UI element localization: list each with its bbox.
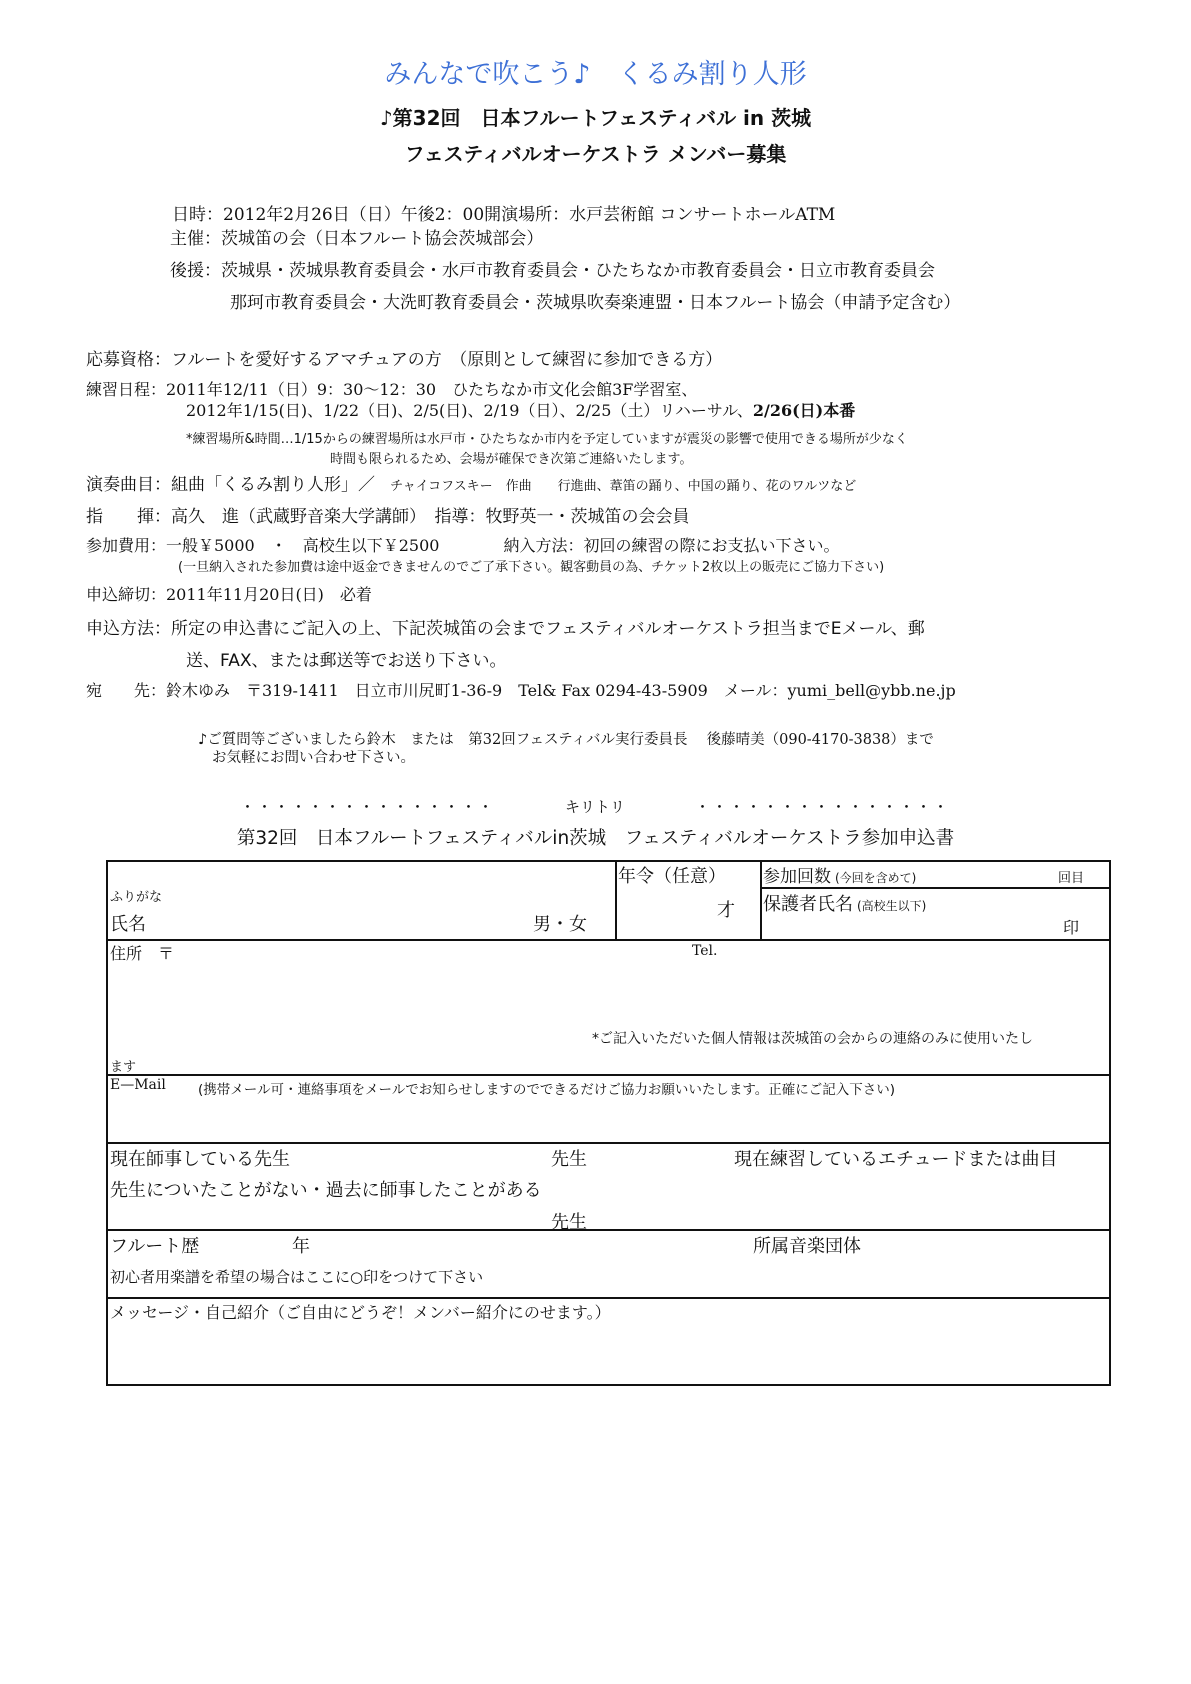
participation-field [763,862,916,887]
seal-mark: 印 [1063,918,1080,937]
method-line-1: 申込方法：所定の申込書にご記入の上、下記茨城笛の会までフェスティバルオーケストラ担当までEメール、郵 [86,619,925,639]
conductor: 指 揮：高久 進（武蔵野音楽大学講師） 指導：牧野英一・茨城笛の会会員 [86,507,690,527]
cut-dots-left: ・・・・・・・・・・・・・・・ [240,798,496,816]
deadline: 申込締切：2011年11月20日(日) 必着 [86,585,372,604]
music-group-field[interactable]: 所属音楽団体 [753,1236,861,1257]
years-label: 年 [292,1236,310,1257]
divider [760,887,1109,889]
event-support-2: 那珂市教育委員会・大洗町教育委員会・茨城県吹奏楽連盟・日本フルート協会（申請予定含む） [230,293,961,313]
address-field[interactable]: 住所 〒 [110,944,175,963]
program-detail: チャイコフスキー 作曲 行進曲、葦笛の踊り、中国の踊り、花のワルツなど [390,479,857,494]
divider [108,1229,1109,1231]
divider [615,862,617,939]
message-field[interactable]: メッセージ・自己紹介（ご自由にどうぞ！メンバー紹介にのせます。） [110,1303,611,1322]
privacy-note-cont: ます [110,1060,137,1075]
practice-note-2: 時間も限られるため、会場が確保でき次第ご連絡いたします。 [330,452,693,467]
address-info: 宛 先：鈴木ゆみ 〒319-1411 日立市川尻町1-36-9 Tel& Fax 0294-43-5909 メール：yumi_bell@ybb.ne.jp [86,681,956,700]
tagline: みんなで吹こう♪ くるみ割り人形 [384,59,807,90]
inquiry-line-1: ♪ご質問等ございましたら鈴木 または 第32回フェスティバル実行委員長 後藤晴美（090-4170-3838）まで [198,732,934,748]
divider [760,862,762,939]
divider [108,1074,1109,1076]
program [86,470,856,495]
guardian-field [763,890,926,916]
participation-note: (今回を含めて) [835,871,917,885]
divider [108,1297,1109,1299]
method-line-2: 送、FAX、または郵送等でお送り下さい。 [186,651,507,671]
practice-line-2 [186,398,855,421]
practice-dates: 2012年1/15(日)、1/22（日)、2/5(日)、2/19（日）、2/25（土）リハーサル、 [186,401,753,420]
cut-label: キリトリ [565,798,626,816]
teacher-suffix-2: 先生 [551,1212,587,1233]
age-field[interactable]: 才 [717,900,735,921]
practice-line-1: 練習日程：2011年12/11（日）9：30〜12：30 ひたちなか市文化会館3F学習室、 [86,380,698,399]
beginner-score-option[interactable]: 初心者用楽譜を希望の場合はここに○印をつけて下さい [110,1268,484,1286]
furigana-label: ふりがな [110,890,163,905]
participation-label: 参加回数 [763,867,831,887]
email-field[interactable]: E—Mail [110,1077,166,1093]
tel-field[interactable]: Tel. [692,943,718,959]
fee-note: (一旦納入された参加費は途中返金できませんのでご了承下さい。観客動員の為、チケット2枚以上の販売にご協力下さい) [178,560,885,575]
event-organizer: 主催：茨城笛の会（日本フルート協会茨城部会） [170,229,544,249]
divider [108,939,1109,941]
guardian-label: 保護者氏名 [763,894,853,915]
form-title: 第32回 日本フルートフェスティバルin茨城 フェスティバルオーケストラ参加申込書 [236,828,955,849]
teacher-current-field[interactable]: 現在師事している先生 [110,1149,290,1170]
etude-field[interactable]: 現在練習しているエチュードまたは曲目 [734,1149,1058,1170]
age-label: 年令（任意） [618,866,726,887]
title-line-2: フェスティバルオーケストラ メンバー募集 [404,142,787,166]
participation-unit[interactable]: 回目 [1058,871,1085,886]
name-field[interactable]: 氏名 [110,914,146,935]
event-support-1: 後援：茨城県・茨城県教育委員会・水戸市教育委員会・ひたちなか市教育委員会・日立市教育委員会 [170,261,935,281]
guardian-note: (高校生以下) [857,899,927,913]
email-note: (携帯メール可・連絡事項をメールでお知らせしますのでできるだけご協力お願いいたします。正確にご記入下さい) [198,1082,896,1098]
teacher-suffix-1: 先生 [551,1149,587,1170]
title-line-1: ♪第32回 日本フルートフェスティバル in 茨城 [379,106,812,130]
event-datetime: 日時：2012年2月26日（日）午後2：00開演場所：水戸芸術館 コンサートホールATM [172,205,836,225]
teacher-none-option[interactable]: 先生についたことがない・過去に師事したことがある [110,1180,542,1201]
concert-date: 2/26(日)本番 [752,401,856,420]
eligibility: 応募資格：フルートを愛好するアマチュアの方 （原則として練習に参加できる方） [86,350,723,370]
gender-field[interactable]: 男・女 [533,914,587,935]
program-label: 演奏曲目：組曲「くるみ割り人形」／ [86,475,375,495]
fee: 参加費用：一般￥5000 ・ 高校生以下￥2500 納入方法：初回の練習の際にお支払い下さい。 [86,536,840,555]
flute-history-field[interactable]: フルート歴 [110,1236,200,1257]
practice-note-1: *練習場所&時間…1/15からの練習場所は水戸市・ひたちなか市内を予定していますが震災の影響で使用できる場所が少なく [186,432,908,447]
divider [108,1142,1109,1144]
privacy-note: *ご記入いただいた個人情報は茨城笛の会からの連絡のみに使用いたし [592,1031,1033,1047]
cut-dots-right: ・・・・・・・・・・・・・・・ [695,798,951,816]
application-form [106,860,1111,1386]
inquiry-line-2: お気軽にお問い合わせ下さい。 [212,750,415,766]
